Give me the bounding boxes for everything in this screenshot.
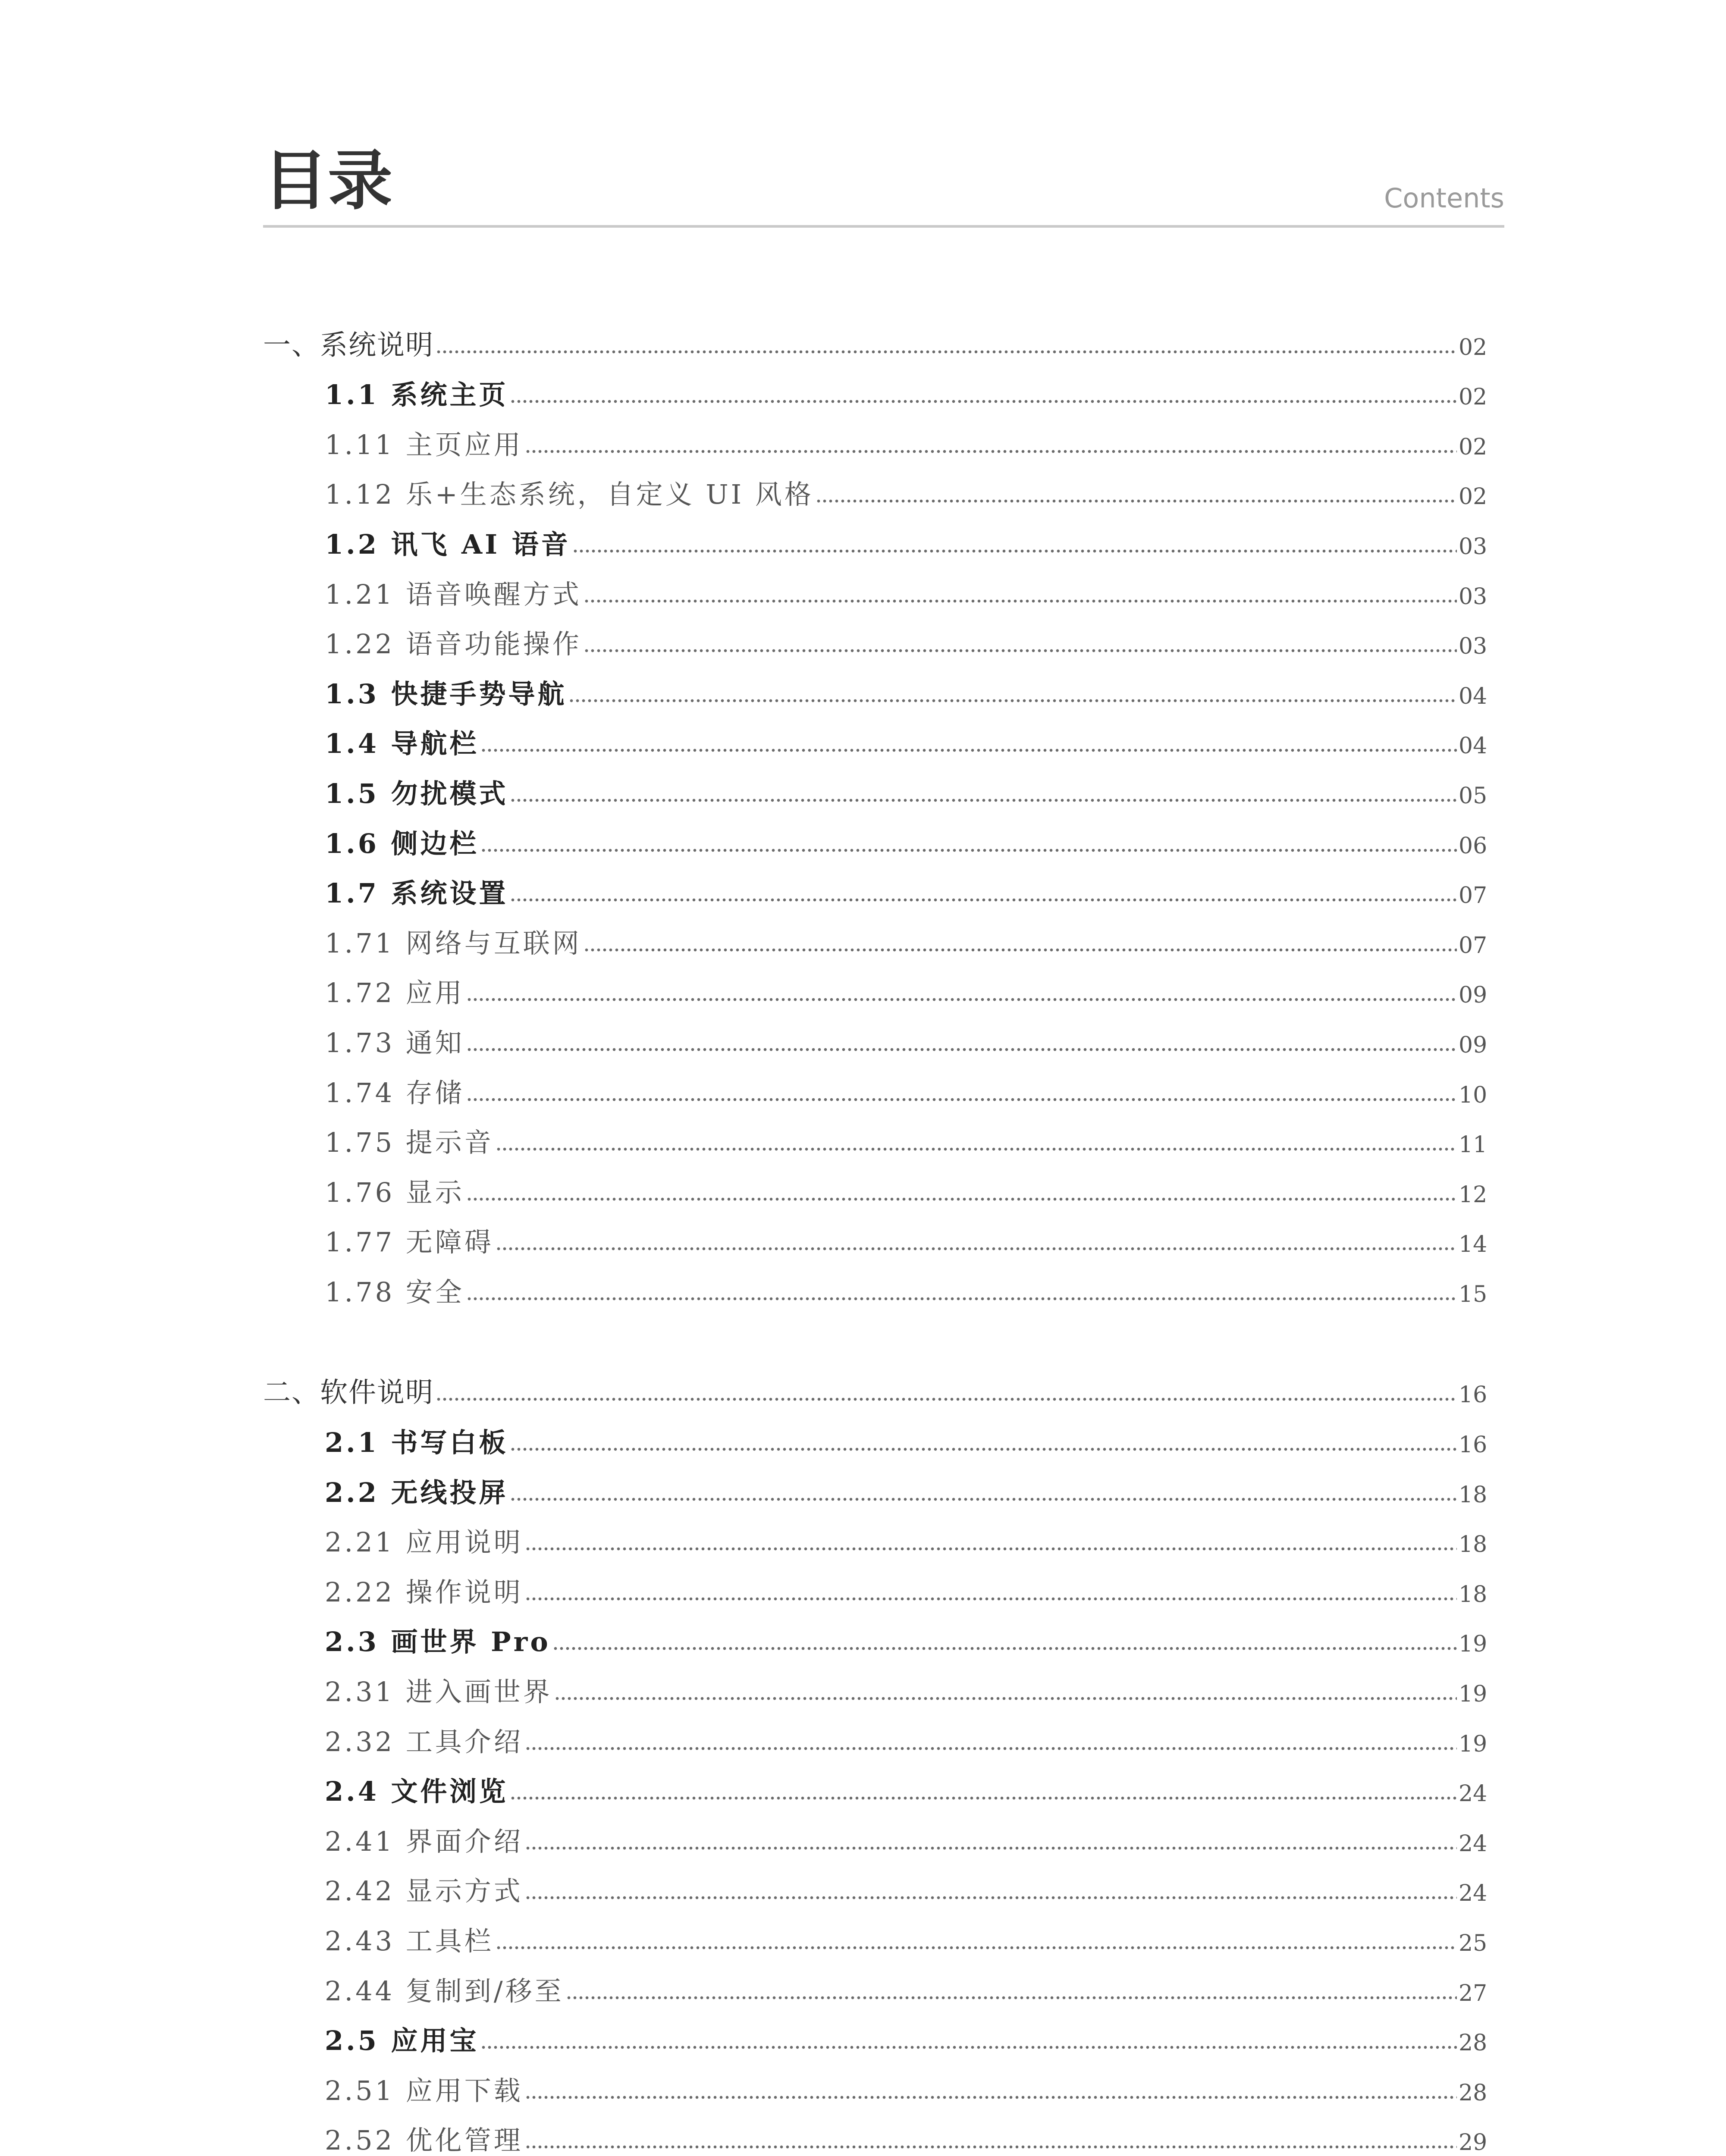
toc-entry-page: 24: [1459, 1830, 1487, 1857]
toc-entry-page: 11: [1459, 1132, 1487, 1158]
toc-entry[interactable]: [263, 961, 1487, 1011]
toc-entry[interactable]: [263, 313, 1487, 363]
toc-entry-label: 1.1 系统主页: [325, 379, 508, 411]
toc-entry-label: 1.7 系统设置: [325, 877, 508, 909]
toc-entry-page: 07: [1459, 883, 1487, 909]
toc-entry-page: 16: [1459, 1382, 1487, 1408]
toc-entry-label: 1.5 勿扰模式: [325, 777, 508, 809]
toc-entry[interactable]: [263, 1010, 1487, 1060]
dot-leader: [554, 1696, 1457, 1701]
toc-entry-label: 1.21 语音唤醒方式: [325, 578, 582, 610]
dot-leader: [480, 748, 1457, 752]
dot-leader: [525, 1547, 1457, 1551]
toc-entry-label: 2.4 文件浏览: [325, 1776, 508, 1808]
toc-entry[interactable]: [263, 1110, 1487, 1160]
toc-entry[interactable]: [263, 1410, 1487, 1460]
toc-entry-label: 2.21 应用说明: [325, 1526, 523, 1558]
toc-entry-label: 1.2 讯飞 AI 语音: [325, 528, 571, 560]
dot-leader: [572, 549, 1457, 553]
toc-entry[interactable]: [263, 562, 1487, 612]
dot-leader: [466, 1197, 1457, 1201]
dot-leader: [510, 1447, 1457, 1451]
toc-entry-page: 07: [1459, 932, 1487, 959]
toc-entry[interactable]: [263, 1610, 1487, 1660]
toc-entry-label: 1.12 乐+生态系统，自定义 UI 风格: [325, 479, 814, 511]
toc-entry[interactable]: [263, 711, 1487, 761]
toc-entry-page: 04: [1459, 733, 1487, 759]
toc-entry-page: 18: [1459, 1581, 1487, 1608]
toc-entry[interactable]: [263, 1659, 1487, 1709]
toc-entry[interactable]: [263, 811, 1487, 861]
table-of-contents: [263, 313, 1487, 2156]
dot-leader: [466, 997, 1457, 1002]
toc-entry-label: 2.51 应用下载: [325, 2075, 523, 2106]
toc-entry-label: 2.31 进入画世界: [325, 1676, 552, 1708]
toc-entry-label: 2.1 书写白板: [325, 1427, 508, 1459]
toc-entry-page: 18: [1459, 1482, 1487, 1508]
dot-leader: [466, 1297, 1457, 1301]
toc-entry-label: 2.52 优化管理: [325, 2125, 523, 2156]
toc-entry-label: 1.71 网络与互联网: [325, 927, 582, 959]
dot-leader: [510, 798, 1457, 802]
dot-leader: [525, 1597, 1457, 1601]
toc-entry-page: 03: [1459, 633, 1487, 660]
toc-entry[interactable]: [263, 612, 1487, 662]
dot-leader: [436, 350, 1457, 354]
toc-entry-page: 28: [1459, 2030, 1487, 2056]
toc-entry-page: 19: [1459, 1631, 1487, 1658]
toc-entry-label: 二、软件说明: [263, 1377, 434, 1409]
dot-leader: [466, 1047, 1457, 1052]
toc-entry[interactable]: [263, 1460, 1487, 1510]
dot-leader: [816, 499, 1457, 503]
toc-entry-page: 25: [1459, 1930, 1487, 1956]
dot-leader: [584, 599, 1457, 603]
page-subtitle: Contents: [1384, 182, 1504, 214]
toc-entry[interactable]: [263, 412, 1487, 462]
toc-entry[interactable]: [263, 1160, 1487, 1210]
toc-entry[interactable]: [263, 512, 1487, 562]
toc-entry-label: 一、系统说明: [263, 329, 434, 361]
toc-entry-label: 1.11 主页应用: [325, 429, 523, 461]
toc-entry-page: 19: [1459, 1681, 1487, 1708]
toc-entry-page: 03: [1459, 533, 1487, 560]
toc-entry[interactable]: [263, 1959, 1487, 2009]
toc-entry-label: 1.77 无障碍: [325, 1226, 494, 1258]
toc-entry-page: 04: [1459, 683, 1487, 709]
toc-entry-page: 02: [1459, 334, 1487, 360]
toc-entry-label: 2.2 无线投屏: [325, 1476, 508, 1508]
dot-leader: [525, 1846, 1457, 1850]
toc-entry[interactable]: [263, 861, 1487, 911]
toc-entry[interactable]: [263, 1510, 1487, 1560]
toc-entry-label: 2.3 画世界 Pro: [325, 1626, 551, 1658]
toc-entry-label: 2.32 工具介绍: [325, 1726, 523, 1758]
dot-leader: [525, 1746, 1457, 1751]
toc-entry-page: 02: [1459, 384, 1487, 411]
dot-leader: [525, 2095, 1457, 2100]
dot-leader: [510, 399, 1457, 404]
toc-entry-label: 1.73 通知: [325, 1027, 464, 1059]
toc-entry[interactable]: [263, 1260, 1487, 1310]
toc-entry-page: 19: [1459, 1731, 1487, 1757]
toc-entry[interactable]: [263, 462, 1487, 512]
dot-leader: [496, 1247, 1457, 1251]
toc-entry-page: 06: [1459, 833, 1487, 859]
toc-entry-page: 12: [1459, 1181, 1487, 1208]
toc-entry[interactable]: [263, 1560, 1487, 1610]
toc-section: [263, 313, 1487, 1310]
toc-entry[interactable]: [263, 1859, 1487, 1909]
toc-entry[interactable]: [263, 761, 1487, 811]
dot-leader: [566, 1996, 1457, 2000]
page-title: 目录: [263, 144, 393, 219]
toc-entry-label: 2.5 应用宝: [325, 2025, 479, 2057]
toc-entry-page: 14: [1459, 1232, 1487, 1258]
toc-entry-page: 24: [1459, 1880, 1487, 1907]
toc-entry-page: 05: [1459, 783, 1487, 809]
dot-leader: [525, 1896, 1457, 1900]
dot-leader: [552, 1646, 1457, 1651]
toc-entry[interactable]: [263, 661, 1487, 711]
dot-leader: [510, 1497, 1457, 1501]
toc-entry[interactable]: [263, 2009, 1487, 2059]
toc-entry-label: 1.22 语音功能操作: [325, 628, 582, 660]
dot-leader: [480, 2045, 1457, 2049]
toc-entry[interactable]: [263, 2108, 1487, 2156]
toc-entry[interactable]: [263, 1908, 1487, 1959]
dot-leader: [466, 1097, 1457, 1102]
toc-entry[interactable]: [263, 2058, 1487, 2108]
toc-entry[interactable]: [263, 1709, 1487, 1759]
dot-leader: [525, 2145, 1457, 2149]
toc-entry-label: 1.4 导航栏: [325, 728, 479, 760]
toc-entry-page: 28: [1459, 2080, 1487, 2106]
toc-entry[interactable]: [263, 1759, 1487, 1809]
toc-entry-label: 1.72 应用: [325, 977, 464, 1009]
toc-entry-label: 1.76 显示: [325, 1176, 464, 1208]
dot-leader: [496, 1946, 1457, 1950]
dot-leader: [525, 449, 1457, 454]
toc-entry-page: 09: [1459, 982, 1487, 1009]
toc-entry-page: 29: [1459, 2130, 1487, 2156]
toc-entry-page: 03: [1459, 583, 1487, 610]
toc-entry-label: 1.78 安全: [325, 1276, 464, 1308]
toc-entry-page: 02: [1459, 484, 1487, 510]
dot-leader: [584, 948, 1457, 952]
toc-entry-label: 2.43 工具栏: [325, 1925, 494, 1957]
toc-entry-page: 10: [1459, 1082, 1487, 1108]
toc-entry-page: 15: [1459, 1281, 1487, 1307]
toc-entry-page: 24: [1459, 1781, 1487, 1807]
page-header: [263, 142, 1504, 229]
dot-leader: [510, 898, 1457, 902]
header-divider: [263, 225, 1504, 228]
toc-entry-label: 1.3 快捷手势导航: [325, 678, 567, 710]
toc-entry-label: 1.75 提示音: [325, 1127, 494, 1159]
toc-entry-page: 09: [1459, 1032, 1487, 1058]
toc-entry-label: 1.6 侧边栏: [325, 827, 479, 859]
toc-entry[interactable]: [263, 1210, 1487, 1260]
toc-entry[interactable]: [263, 1809, 1487, 1859]
toc-entry[interactable]: [263, 1060, 1487, 1110]
dot-leader: [584, 649, 1457, 653]
toc-entry-label: 2.41 界面介绍: [325, 1825, 523, 1857]
toc-entry[interactable]: [263, 1360, 1487, 1410]
toc-entry-page: 18: [1459, 1532, 1487, 1558]
dot-leader: [568, 699, 1457, 703]
toc-section: [263, 1360, 1487, 2156]
toc-entry-page: 27: [1459, 1980, 1487, 2006]
toc-entry[interactable]: [263, 911, 1487, 961]
dot-leader: [480, 848, 1457, 852]
toc-entry[interactable]: [263, 363, 1487, 413]
dot-leader: [496, 1147, 1457, 1151]
dot-leader: [436, 1397, 1457, 1401]
toc-entry-page: 02: [1459, 434, 1487, 460]
dot-leader: [510, 1796, 1457, 1800]
toc-entry-label: 2.44 复制到/移至: [325, 1975, 564, 2007]
toc-entry-page: 16: [1459, 1432, 1487, 1458]
toc-entry-label: 2.22 操作说明: [325, 1576, 523, 1608]
toc-entry-label: 1.74 存储: [325, 1077, 464, 1109]
toc-entry-label: 2.42 显示方式: [325, 1875, 523, 1907]
